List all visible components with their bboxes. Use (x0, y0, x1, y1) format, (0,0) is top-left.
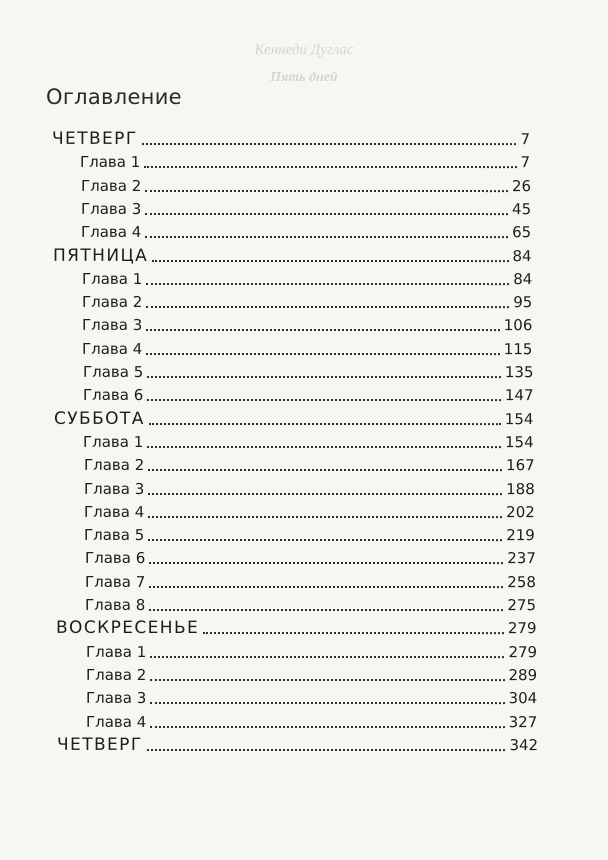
toc-chapter-row (80, 151, 530, 173)
toc-entry-page: 275 (507, 596, 537, 615)
dot-leader (147, 376, 501, 378)
dot-leader (150, 656, 504, 658)
toc-chapter-row (85, 641, 536, 663)
toc-entry-label: Глава 7 (84, 572, 146, 591)
toc-entry-label: Глава 1 (80, 153, 141, 172)
toc-entry-page: 258 (507, 572, 536, 591)
toc-entry-label: Глава 2 (85, 665, 147, 684)
toc-entry-page: 84 (512, 246, 532, 265)
dot-leader (146, 749, 505, 751)
dot-leader (149, 586, 503, 588)
dot-leader (145, 213, 508, 215)
toc-entry-label: Глава 2 (83, 456, 144, 475)
dot-leader (149, 423, 501, 425)
dot-leader (145, 166, 517, 168)
toc-entry-label: ЧЕТВЕРГ (56, 734, 143, 755)
dot-leader (149, 562, 503, 564)
dot-leader (146, 306, 509, 308)
toc-entry-label: ЧЕТВЕРГ (51, 128, 138, 149)
toc-day-row (56, 617, 537, 639)
dot-leader (149, 539, 503, 541)
toc-entry-page: 106 (503, 316, 533, 335)
dot-leader (146, 283, 509, 285)
dot-leader (148, 469, 502, 471)
toc-chapter-row (84, 547, 535, 569)
toc-entry-page: 7 (520, 130, 531, 149)
toc-entry-label: Глава 6 (82, 386, 144, 405)
toc-chapter-row (84, 524, 535, 546)
dot-leader (148, 492, 502, 494)
toc-entry-page: 279 (507, 619, 537, 638)
toc-entry-label: Глава 3 (81, 316, 143, 335)
toc-entry-page: 147 (504, 386, 534, 405)
toc-entry-label: ВОСКРЕСЕНЬЕ (55, 618, 199, 639)
toc-entry-page: 304 (508, 689, 538, 708)
dot-leader (145, 236, 508, 238)
toc-entry-label: Глава 3 (83, 479, 145, 498)
toc-entry-page: 154 (504, 409, 534, 428)
toc-entry-page: 167 (505, 456, 535, 475)
toc-entry-page: 7 (520, 153, 531, 172)
toc-entry-page: 95 (512, 293, 533, 312)
dot-leader (203, 632, 504, 634)
bleed-through-title: Пять дней (270, 70, 338, 85)
toc-entry-page: 289 (508, 665, 537, 684)
dot-leader (145, 190, 508, 192)
toc-entry-page: 84 (512, 269, 532, 288)
toc-entry-label: Глава 4 (82, 339, 143, 358)
toc-entry-label: ПЯТНИЦА (52, 245, 149, 266)
dot-leader (146, 329, 499, 331)
bleed-through-author: Кеннеди Дуглас (254, 42, 354, 58)
toc-entry-page: 45 (511, 199, 531, 218)
toc-entry-label: Глава 8 (84, 595, 146, 614)
toc-entry-label: Глава 4 (86, 712, 147, 731)
toc-chapter-row (86, 687, 537, 709)
toc-entry-page: 219 (506, 526, 536, 545)
toc-chapter-row (82, 314, 532, 336)
dot-leader (147, 353, 501, 355)
toc-entry-page: 115 (504, 339, 533, 358)
toc-chapter-row (85, 594, 536, 616)
toc-entry-label: Глава 2 (80, 176, 141, 195)
toc-entry-page: 26 (511, 176, 531, 195)
toc-chapter-row (85, 571, 536, 593)
dot-leader (151, 725, 505, 727)
dot-leader (148, 516, 502, 518)
dot-leader (149, 609, 503, 611)
toc-entry-page: 327 (508, 712, 538, 731)
toc-day-row (53, 244, 532, 266)
toc-chapter-row (84, 501, 535, 523)
dot-leader (152, 259, 508, 261)
toc-chapter-row (82, 361, 533, 383)
toc-chapter-row (81, 198, 531, 220)
toc-entry-label: Глава 5 (84, 526, 145, 545)
dot-leader (148, 446, 502, 448)
toc-entry-label: Глава 1 (83, 432, 144, 451)
dot-leader (147, 399, 501, 401)
toc-chapter-row (82, 291, 532, 313)
toc-chapter-row (86, 664, 537, 686)
toc-entry-label: Глава 6 (84, 549, 145, 568)
toc-entry-page: 279 (507, 642, 537, 661)
toc-entry-label: Глава 5 (82, 362, 143, 381)
toc-chapter-row (82, 338, 532, 360)
toc-entry-label: СУББОТА (54, 408, 145, 429)
toc-entry-label: Глава 4 (83, 502, 145, 521)
toc-day-row (54, 408, 533, 430)
toc-chapter-row (80, 175, 530, 197)
toc-entry-label: Глава 3 (85, 689, 147, 708)
dot-leader (150, 679, 504, 681)
toc-day-row (52, 128, 530, 150)
toc-chapter-row (83, 431, 534, 453)
toc-heading: Оглавление (46, 85, 182, 109)
toc-entry-page: 188 (505, 479, 535, 498)
toc-entry-page: 237 (506, 549, 536, 568)
toc-entry-page: 135 (504, 363, 534, 382)
toc-day-row (57, 734, 538, 756)
toc-entry-label: Глава 3 (80, 199, 142, 218)
toc-entry-label: Глава 1 (81, 269, 142, 288)
toc-chapter-row (81, 268, 531, 290)
toc-chapter-row (83, 384, 534, 406)
toc-entry-label: Глава 1 (85, 642, 146, 661)
dot-leader (150, 702, 504, 704)
toc-chapter-row (83, 454, 534, 476)
toc-entry-page: 154 (505, 432, 534, 451)
toc-entry-page: 65 (512, 223, 532, 242)
dot-leader (142, 143, 517, 145)
toc-chapter-row (81, 221, 531, 243)
toc-entry-label: Глава 2 (81, 293, 143, 312)
toc-chapter-row (84, 477, 535, 499)
toc-entry-label: Глава 4 (80, 223, 142, 242)
toc-entry-page: 342 (509, 735, 538, 754)
toc-chapter-row (86, 710, 537, 732)
toc-entry-page: 202 (506, 502, 535, 521)
